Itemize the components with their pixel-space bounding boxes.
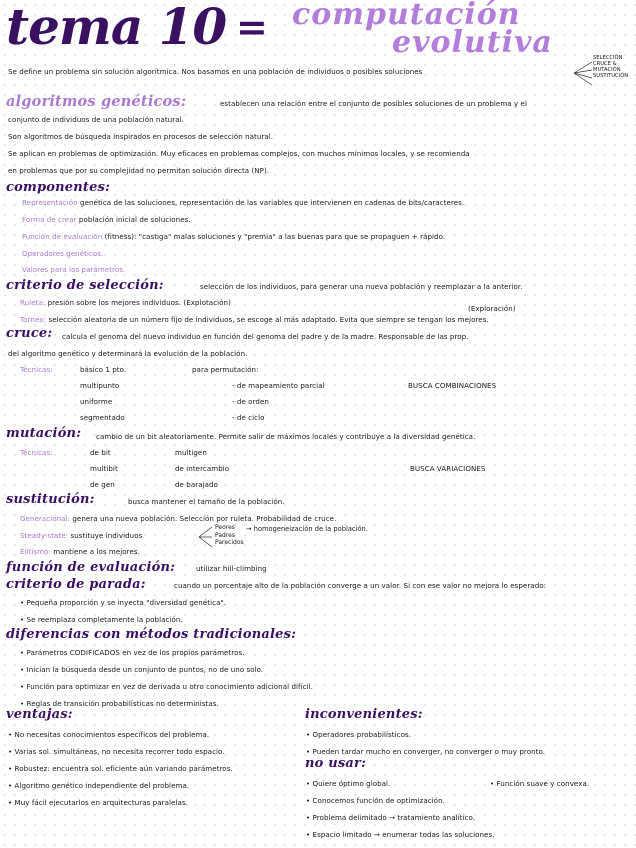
ventaja-bullet: • Algoritmo genético independiente del problema. [8, 781, 190, 790]
ag-line: conjunto de individuos de una población natural. [8, 115, 184, 124]
heading-sustitucion: sustitución: [6, 492, 95, 507]
heading-funcion-evaluacion: función de evaluación: [6, 560, 176, 575]
heading-inconvenientes: inconvenientes: [305, 707, 423, 722]
no-usar-bullet: • Espacio limitado → enumerar todas las soluciones. [306, 830, 495, 839]
cruce-tecnica: uniforme [80, 397, 113, 406]
intro-branch-item: CRUCE & [593, 60, 617, 67]
parada-bullet-text: Pequeña proporción y se inyecta "diversidad genética". [26, 598, 227, 607]
ag-line: en problemas que por su complejidad no permitan solución directa (NP). [8, 166, 270, 175]
ruleta-label: Ruleta: [20, 298, 46, 307]
no-usar-bullet: • Quiere óptimo global. [306, 779, 391, 788]
cruce-line: calcula el genoma del nuevo individuo en función del genoma del padre y de la madre. Responsable de las prop. [62, 332, 469, 341]
cruce-tecnica: multipunto [80, 381, 120, 390]
mutacion-tecnicas-label: Técnicas: [20, 448, 53, 457]
generacional-label: Generacional: [20, 514, 71, 523]
mutacion-tecnica: multibit [90, 464, 118, 473]
componente-label: Operadores genéticos. [22, 249, 104, 258]
componente-label: Forma de crear [22, 215, 77, 224]
steady-branches [215, 524, 244, 547]
mutacion-tecnica: de bit [90, 448, 111, 457]
componente-item [22, 216, 191, 223]
steady-line [20, 532, 142, 539]
inconveniente-bullet: • Operadores probabilísticos. [306, 730, 412, 739]
ag-line: Se aplican en problemas de optimización. Muy eficaces en problemas complejos, con muchos mínimos locales, y se recomienda [8, 149, 470, 158]
ventaja-bullet: • No necesitas conocimientos específicos del problema. [8, 730, 210, 739]
torneo-line [20, 316, 489, 323]
ventaja-bullet: • Robustez: encuentra sol. eficiente aún variando parámetros. [8, 764, 233, 773]
diferencia-text: Reglas de transición probabilísticas no deterministas. [26, 699, 219, 708]
heading-mutacion: mutación: [6, 426, 82, 441]
mutacion-tecnica: de barajado [175, 480, 218, 489]
sustitucion-text: busca mantener el tamaño de la población. [128, 497, 285, 506]
cruce-permutacion: - de mapeamiento parcial [232, 381, 325, 390]
main-title: tema 10 [6, 0, 227, 56]
mutacion-tecnica: multigen [175, 448, 207, 457]
heading-ventajas: ventajas: [6, 707, 73, 722]
parada-bullet: • Pequeña proporción y se inyecta "diversidad genética". [20, 598, 227, 607]
parada-text: cuando un porcentaje alto de la población converge a un valor. Si con ese valor no mejora lo esperado: [174, 581, 547, 590]
ventaja-text: Muy fácil ejecutarlos en arquitecturas paralelas. [14, 798, 188, 807]
steady-label: Steady-state: [20, 531, 69, 540]
steady-branch-item: Padres [215, 531, 235, 539]
cruce-tecnicas-label: Técnicas: [20, 365, 53, 374]
diferencia-bullet: • Reglas de transición probabilísticas no deterministas. [20, 699, 219, 708]
ventaja-text: Robustez: encuentra sol. eficiente aún variando parámetros. [14, 764, 233, 773]
cruce-tecnica: básico 1 pto. [80, 365, 127, 374]
parada-bullet: • Se reemplaza completamente la población. [20, 615, 183, 624]
cruce-tecnica: segmentado [80, 413, 125, 422]
componente-item [22, 233, 445, 240]
no-usar-side-text: Función suave y convexa. [496, 779, 590, 788]
ag-line: Son algoritmos de búsqueda inspirados en procesos de selección natural. [8, 132, 274, 141]
heading-componentes: componentes: [6, 180, 111, 195]
componente-label: Representación [22, 198, 78, 207]
componente-item [22, 199, 464, 206]
no-usar-bullet: • Conocemos función de optimización. [306, 796, 445, 805]
inconveniente-text: Operadores probabilísticos. [312, 730, 412, 739]
diferencia-bullet: • Inician la búsqueda desde un conjunto de puntos, no de uno solo. [20, 665, 264, 674]
steady-branch-lines [198, 524, 214, 550]
cruce-permutacion: para permutación: [192, 365, 259, 374]
no-usar-side: • Función suave y convexa. [490, 779, 590, 788]
generacional-text: genera una nueva población. Selección por ruleta. Probabilidad de cruce. [72, 514, 337, 523]
no-usar-text: Quiere óptimo global. [312, 779, 391, 788]
diferencia-text: Parámetros CODIFICADOS en vez de los propios parámetros. [26, 648, 245, 657]
intro-text: Se define un problema sin solución algorítmica. Nos basamos en una población de individuos o posibles soluciones [8, 67, 423, 76]
torneo-text: selección aleatoria de un número fijo de individuos, se escoge al más adaptado. Evita que siempre se tengan los mejores. [48, 315, 489, 324]
ag-line: establecen una relación entre el conjunto de posibles soluciones de un problema y el [220, 99, 527, 108]
diferencia-text: Función para optimizar en vez de derivada u otro conocimiento adicional difícil. [26, 682, 313, 691]
intro-branch-item: SELECCIÓN [593, 55, 623, 61]
steady-text: sustituye individuos [70, 531, 143, 540]
componente-label: Valores para los parámetros. [22, 265, 126, 274]
no-usar-bullet: • Problema delimitado → tratamiento analítico. [306, 813, 476, 822]
mutacion-tecnica: de intercambio [175, 464, 230, 473]
steady-branch-item: Parecidos [215, 539, 244, 546]
torneo-label: Torneo: [20, 315, 47, 324]
componente-label: Función de evaluación [22, 232, 103, 241]
parada-bullet-text: Se reemplaza completamente la población. [26, 615, 183, 624]
cruce-note: BUSCA COMBINACIONES [408, 381, 497, 390]
cruce-permutacion: - de orden [232, 397, 269, 406]
heading-algoritmos-geneticos: algoritmos genéticos: [6, 93, 187, 110]
no-usar-text: Conocemos función de optimización. [312, 796, 445, 805]
componente-text: genética de las soluciones, representación de las variables que intervienen en cadenas de bits/caracteres. [80, 198, 465, 207]
ventaja-text: Varias sol. simultáneas, no necesita recorrer todo espacio. [14, 747, 225, 756]
ruleta-line [20, 299, 231, 306]
cruce-line: del algoritmo genético y determinará la evolución de la población. [8, 349, 248, 358]
cruce-permutacion: - de ciclo [232, 413, 265, 422]
mutacion-text: cambio de un bit aleatoriamente. Permite salir de máximos locales y contribuye a la diversidad genética. [96, 432, 476, 441]
diferencia-text: Inician la búsqueda desde un conjunto de puntos, no de uno solo. [26, 665, 264, 674]
steady-result-text: homogeneización de la población. [253, 525, 368, 533]
inconveniente-text: Pueden tardar mucho en converger, no converger o muy pronto. [312, 747, 546, 756]
elitismo-line [20, 548, 140, 555]
steady-branch-item: Peores [215, 524, 235, 531]
subtitle-line1: computación [292, 0, 521, 32]
no-usar-text: Espacio limitado → enumerar todas las soluciones. [312, 830, 495, 839]
diferencia-bullet: • Función para optimizar en vez de derivada u otro conocimiento adicional difícil. [20, 682, 313, 691]
inconveniente-bullet: • Pueden tardar mucho en converger, no converger o muy pronto. [306, 747, 546, 756]
componente-text: (fitness): "castiga" malas soluciones y "premia" a las buenas para que se propaguen + rápido. [104, 232, 446, 241]
title-equals: = [236, 4, 267, 49]
evaluacion-text: utilizar hill-climbing [196, 564, 267, 573]
heading-no-usar: no usar: [305, 756, 367, 771]
intro-branch-lines [572, 58, 594, 88]
componente-text: población inicial de soluciones. [78, 215, 191, 224]
ventaja-text: Algoritmo genético independiente del problema. [14, 781, 190, 790]
ruleta-text: presión sobre los mejores individuos. (Explotación) [47, 298, 231, 307]
steady-result [246, 526, 368, 533]
seleccion-text: selección de los individuos, para generar una nueva población y reemplazar a la anterior. [200, 282, 523, 291]
mutacion-note: BUSCA VARIACIONES [410, 464, 486, 473]
elitismo-label: Elitismo: [20, 547, 51, 556]
exploracion-note: (Exploración) [468, 304, 516, 313]
ventaja-text: No necesitas conocimientos específicos del problema. [14, 730, 210, 739]
heading-criterio-parada: criterio de parada: [6, 577, 146, 592]
heading-criterio-seleccion: criterio de selección: [6, 278, 164, 293]
mutacion-tecnica: de gen [90, 480, 115, 489]
elitismo-text: mantiene a los mejores. [53, 547, 140, 556]
intro-branch-item: SUSTITUCIÓN [593, 72, 629, 79]
ventaja-bullet: • Muy fácil ejecutarlos en arquitecturas paralelas. [8, 798, 188, 807]
diferencia-bullet: • Parámetros CODIFICADOS en vez de los propios parámetros. [20, 648, 245, 657]
heading-cruce: cruce: [6, 326, 53, 341]
ventaja-bullet: • Varias sol. simultáneas, no necesita recorrer todo espacio. [8, 747, 225, 756]
arrow-icon: → [246, 525, 252, 533]
heading-diferencias: diferencias con métodos tradicionales: [6, 627, 297, 642]
intro-branch-item: MUTACIÓN [593, 66, 621, 73]
intro-branch-list [593, 56, 628, 80]
no-usar-text: Problema delimitado → tratamiento analítico. [312, 813, 476, 822]
subtitle-line2: evolutiva [392, 25, 553, 60]
generacional-line [20, 515, 336, 522]
